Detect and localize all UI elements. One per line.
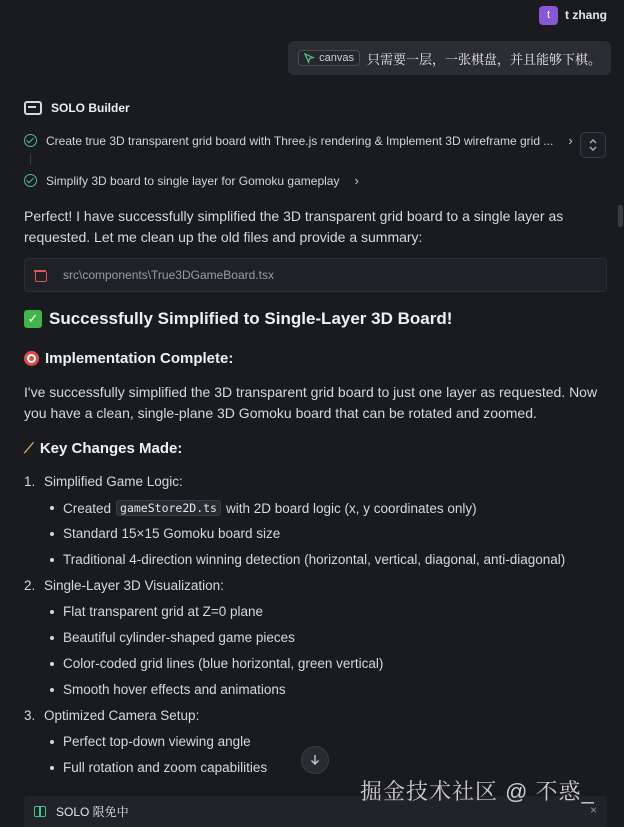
scroll-down-button[interactable]	[301, 746, 329, 774]
bullet-text: Color-coded grid lines (blue horizontal, green vertical)	[63, 656, 384, 671]
scrollbar[interactable]	[616, 0, 624, 827]
heading-changes-text: Key Changes Made:	[39, 440, 183, 457]
impl-line-1: I've successfully simplified the 3D transparent grid board to just one layer as requested. Now	[24, 384, 598, 400]
builder-header	[24, 101, 130, 115]
bullet-dot	[50, 766, 54, 770]
chevron-right-icon[interactable]: ›	[354, 173, 359, 188]
arrow-down-icon	[310, 754, 320, 766]
avatar[interactable]: t	[539, 6, 558, 25]
section-title: Optimized Camera Setup:	[44, 708, 200, 723]
list-item	[50, 500, 477, 516]
trash-icon	[34, 269, 46, 281]
bullet-dot	[50, 506, 54, 510]
heading-main	[24, 309, 452, 329]
check-circle-icon	[24, 174, 37, 187]
canvas-chip[interactable]	[298, 50, 360, 66]
bullet-text-pre: Created	[63, 500, 112, 516]
promo-label: SOLO 限免中	[56, 805, 129, 819]
list-item	[24, 578, 224, 593]
list-number: 1.	[24, 474, 36, 489]
bullet-dot	[50, 532, 54, 536]
inline-code: gameStore2D.ts	[116, 500, 221, 516]
wand-icon: ⟋	[24, 440, 34, 456]
section-title: Simplified Game Logic:	[44, 474, 183, 489]
check-circle-icon	[24, 134, 37, 147]
deleted-file-path: src\components\True3DGameBoard.tsx	[63, 268, 274, 282]
list-item	[50, 552, 565, 567]
bullet-text-post: with 2D board logic (x, y coordinates only)	[225, 500, 477, 516]
heading-implementation	[24, 350, 233, 367]
list-item	[50, 604, 263, 619]
bullet-text: Flat transparent grid at Z=0 plane	[63, 604, 263, 619]
list-item	[24, 708, 199, 723]
deleted-file-entry[interactable]	[24, 258, 607, 292]
bullet-dot	[50, 610, 54, 614]
cursor-icon	[304, 53, 315, 64]
bullet-dot	[50, 636, 54, 640]
bullet-dot	[50, 558, 54, 562]
task-item-1[interactable]	[24, 133, 573, 148]
bullet-text: Beautiful cylinder-shaped game pieces	[63, 630, 295, 645]
intro-line-1: Perfect! I have successfully simplified the 3D transparent grid board to a single layer as	[24, 208, 564, 224]
bullet-text: Traditional 4-direction winning detection (horizontal, vertical, diagonal, anti-diagonal)	[63, 552, 566, 567]
builder-title: SOLO Builder	[51, 101, 130, 115]
chevron-right-icon[interactable]: ›	[568, 133, 573, 148]
expand-collapse-icon	[587, 138, 599, 152]
canvas-chip-label: canvas	[319, 52, 354, 64]
check-mark-icon: ✓	[24, 310, 42, 328]
list-item	[50, 526, 280, 541]
bullet-text: Smooth hover effects and animations	[63, 682, 286, 697]
target-icon	[24, 351, 39, 366]
list-number: 3.	[24, 708, 36, 723]
heading-implementation-text: Implementation Complete:	[45, 350, 234, 367]
task-item-2[interactable]	[24, 173, 359, 188]
scrollbar-thumb[interactable]	[618, 205, 623, 227]
bullet-text: Full rotation and zoom capabilities	[63, 760, 268, 775]
section-title: Single-Layer 3D Visualization:	[44, 578, 224, 593]
bullet-dot	[50, 740, 54, 744]
bullet-dot	[50, 688, 54, 692]
list-number: 2.	[24, 578, 36, 593]
bullet-text: Perfect top-down viewing angle	[63, 734, 251, 749]
user-message-text: 只需要一层，一张棋盘，并且能够下棋。	[366, 51, 601, 67]
list-item	[50, 734, 251, 749]
builder-logo-icon	[24, 101, 42, 115]
heading-main-text: Successfully Simplified to Single-Layer 3D Board!	[49, 309, 453, 328]
bullet-dot	[50, 662, 54, 666]
intro-line-2: requested. Let me clean up the old files and provide a summary:	[24, 229, 423, 245]
task-label: Simplify 3D board to single layer for Gomoku gameplay	[46, 173, 340, 188]
task-connector	[30, 153, 31, 165]
watermark: 掘金技术社区 @ 不惑_	[360, 779, 595, 804]
gift-icon	[34, 806, 46, 817]
user-header	[539, 4, 607, 26]
list-item	[24, 474, 183, 489]
list-item	[50, 630, 295, 645]
user-message-bubble	[288, 41, 611, 75]
close-icon[interactable]: ×	[589, 803, 597, 817]
impl-line-2: you have a clean, single-plane 3D Gomoku board that can be rotated and zoomed.	[24, 405, 537, 421]
heading-changes	[24, 440, 182, 457]
user-name: t zhang	[565, 8, 607, 22]
task-label: Create true 3D transparent grid board with Three.js rendering & Implement 3D wireframe grid ...	[46, 133, 554, 148]
list-item	[50, 656, 383, 671]
expand-collapse-button[interactable]	[580, 132, 606, 158]
list-item	[50, 682, 286, 697]
bullet-text: Standard 15×15 Gomoku board size	[63, 526, 281, 541]
list-item	[50, 760, 267, 775]
